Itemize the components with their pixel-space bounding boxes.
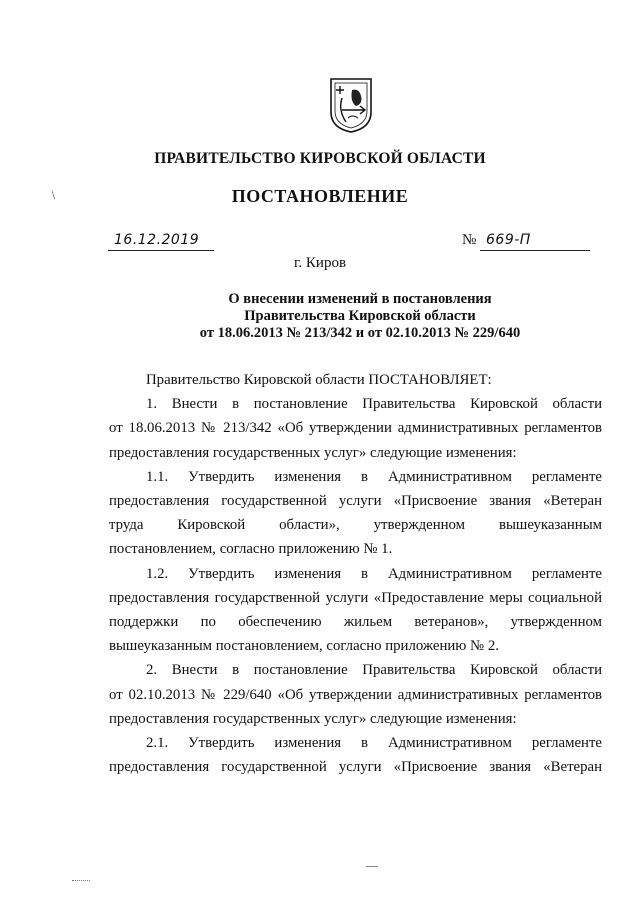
margin-mark: / [48,188,59,202]
body-line: предоставления государственных услуг» следующие изменения: [109,444,517,461]
body-line: предоставления государственной услуги «Присвоение звания «Ветеран [109,759,602,776]
body-line: постановлением, согласно приложению № 1. [109,541,393,558]
title-line: Правительства Кировской области [244,308,476,324]
body-line: предоставления государственной услуги «Присвоение звания «Ветеран [109,493,602,510]
body-line: вышеуказанным постановлением, согласно приложению № 2. [109,638,499,655]
body-line: 2.1. Утвердить изменения в Административном регламенте [146,735,602,752]
title-line: от 18.06.2013 № 213/342 и от 02.10.2013 № 229/640 [199,325,521,341]
document-body [109,368,602,779]
body-line: 2. Внести в постановление Правительства Кировской области [146,662,602,679]
document-date: 16.12.2019 [114,232,200,248]
body-line: предоставления государственной услуги «Предоставление меры социальной [109,589,602,606]
body-line: поддержки по обеспечению жильем ветеранов», утвержденном [109,614,602,631]
body-line: от 02.10.2013 № 229/640 «Об утверждении административных регламентов [109,686,602,703]
number-sign: № [462,232,477,248]
body-line: труда Кировской области», утвержденном вышеуказанным [109,517,602,534]
body-line: 1.1. Утвердить изменения в Административном регламенте [146,468,602,485]
city: г. Киров [293,255,347,271]
document-number: 669-П [486,232,531,248]
number-underline [480,250,590,251]
body-line-preamble: Правительство Кировской области ПОСТАНОВЛЯЕТ: [146,372,492,388]
organization-name: ПРАВИТЕЛЬСТВО КИРОВСКОЙ ОБЛАСТИ [154,150,486,167]
document-title [120,291,600,342]
document-type: ПОСТАНОВЛЕНИЕ [231,186,409,206]
body-line: предоставления государственных услуг» следующие изменения: [109,710,517,727]
footer-mark [366,866,378,867]
coat-of-arms-icon [328,76,374,134]
body-line: от 18.06.2013 № 213/342 «Об утверждении административных регламентов [109,420,602,437]
date-underline [108,250,214,251]
title-line: О внесении изменений в постановления [228,291,492,307]
body-line: 1. Внести в постановление Правительства Кировской области [146,396,602,413]
footer-mark [72,880,90,881]
body-line: 1.2. Утвердить изменения в Административном регламенте [146,565,602,582]
